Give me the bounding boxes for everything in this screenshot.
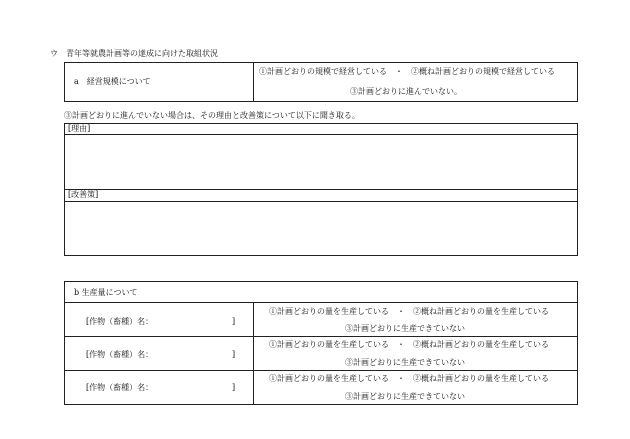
reason-header-line — [64, 134, 578, 135]
section-heading: ウ 青年等就農計画等の達成に向けた取組状況 — [50, 49, 218, 58]
scale-table-divider — [253, 62, 254, 102]
scale-option-line1: ①計画どおりの規模で経営している ・ ②概ね計画どおりの規模で経営している — [259, 67, 555, 76]
production-option-line2: ③計画どおりに生産できていない — [345, 392, 465, 401]
production-title: b 生産量について — [74, 288, 138, 297]
production-title-line — [64, 302, 578, 303]
crop-name-field[interactable] — [160, 314, 228, 328]
crop-name-field[interactable] — [160, 380, 228, 394]
crop-bracket: ] — [232, 383, 236, 392]
production-option-line1: ①計画どおりの量を生産している ・ ②概ね計画どおりの量を生産している — [269, 307, 549, 316]
scale-option-line2: ③計画どおりに進んでいない。 — [350, 87, 462, 96]
improvement-header-line — [64, 201, 578, 202]
production-option-line2: ③計画どおりに生産できていない — [345, 358, 465, 367]
improvement-label: [改善策] — [68, 190, 99, 199]
crop-bracket: ] — [232, 317, 236, 326]
improvement-field[interactable] — [66, 203, 576, 255]
production-row-line — [64, 336, 578, 337]
scale-label: a 経営規模について — [74, 77, 151, 86]
production-divider — [253, 302, 254, 405]
crop-name-field[interactable] — [160, 347, 228, 361]
production-option-line1: ①計画どおりの量を生産している ・ ②概ね計画どおりの量を生産している — [269, 340, 549, 349]
crop-bracket: ] — [232, 350, 236, 359]
instruction-note: ③計画どおりに進んでいない場合は、その理由と改善策について以下に聞き取る。 — [64, 111, 360, 120]
crop-label: [作物（畜種）名： — [86, 317, 154, 326]
crop-label: [作物（畜種）名： — [86, 350, 154, 359]
production-row-line — [64, 370, 578, 371]
reason-label: [理由] — [68, 124, 91, 133]
production-option-line1: ①計画どおりの量を生産している ・ ②概ね計画どおりの量を生産している — [269, 374, 549, 383]
crop-label: [作物（畜種）名： — [86, 383, 154, 392]
production-option-line2: ③計画どおりに生産できていない — [345, 324, 465, 333]
improvement-top-line — [64, 189, 578, 190]
reason-field[interactable] — [66, 136, 576, 188]
